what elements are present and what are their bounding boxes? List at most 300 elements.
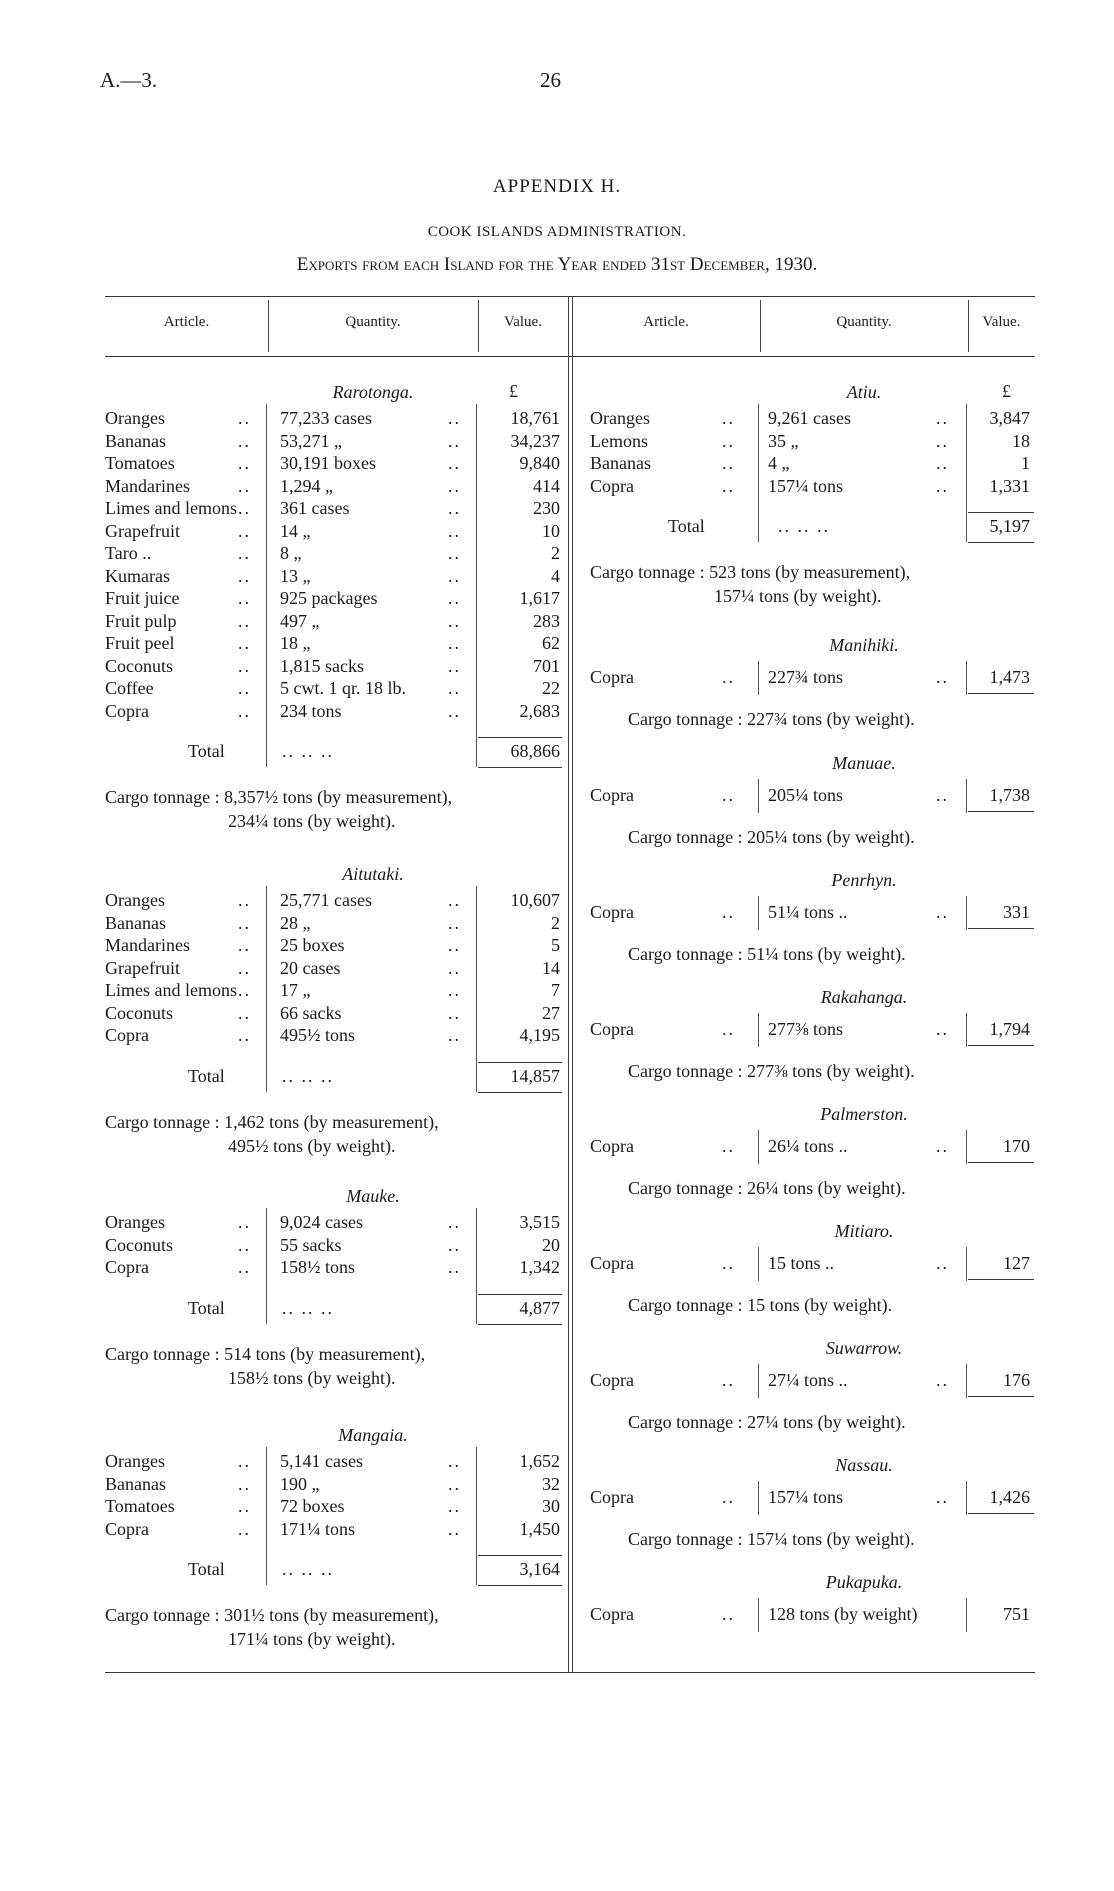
leader-dots: ..: [238, 543, 251, 563]
quantity-cell: 925 packages: [280, 588, 378, 608]
leader-dots: ..: [238, 1257, 251, 1277]
leader-dots: .. .. ..: [778, 516, 830, 536]
island-name: Rakahanga.: [820, 987, 908, 1007]
leader-dots: ..: [722, 902, 735, 922]
quantity-cell: 17 „: [280, 980, 311, 1000]
leader-dots: ..: [238, 633, 251, 653]
quantity-cell: 55 sacks: [280, 1234, 342, 1255]
leader-dots: ..: [448, 633, 461, 653]
value-cell: 32: [542, 1473, 560, 1494]
quantity-rule: [266, 1447, 267, 1585]
value-cell: 27: [542, 1002, 560, 1023]
leader-dots: ..: [936, 453, 949, 473]
quantity-cell: 128 tons (by weight): [768, 1604, 918, 1624]
cargo-tonnage: Cargo tonnage : 205¼ tons (by weight).: [628, 827, 915, 847]
quantity-cell: 495½ tons: [280, 1025, 356, 1045]
leader-dots: ..: [448, 408, 461, 428]
article-cell: Coconuts: [105, 1002, 174, 1023]
quantity-cell: 20 cases: [280, 957, 341, 978]
article-cell: Tomatoes: [105, 453, 175, 473]
article-cell: Limes and lemons: [105, 980, 237, 1000]
leader-dots: ..: [238, 980, 251, 1000]
value-rule: [476, 1208, 477, 1324]
total-rule-top: [478, 737, 562, 738]
cargo-tonnage: Cargo tonnage : 51¼ tons (by weight).: [628, 944, 906, 964]
value-cell: 1,426: [989, 1487, 1030, 1507]
leader-dots: ..: [722, 667, 735, 687]
value-cell: 2: [551, 543, 560, 563]
article-cell: Copra: [105, 1518, 149, 1539]
total-rule-top: [968, 512, 1034, 513]
quantity-cell: 1,815 sacks: [280, 655, 364, 676]
page-number: 26: [540, 68, 561, 92]
island-name: Mitiaro.: [834, 1221, 894, 1241]
leader-dots: ..: [238, 678, 251, 698]
leader-dots: ..: [448, 935, 461, 955]
value-underline: [968, 811, 1034, 812]
value-cell: 4,195: [519, 1025, 560, 1045]
leader-dots: .. .. ..: [282, 1559, 334, 1579]
total-label: Total: [188, 741, 225, 761]
quantity-cell: 190 „: [280, 1473, 320, 1494]
value-underline: [968, 1513, 1034, 1514]
value-rule: [966, 896, 967, 930]
column-header-article-right: Article.: [643, 314, 689, 330]
quantity-cell: 361 cases: [280, 498, 350, 518]
quantity-cell: 77,233 cases: [280, 408, 372, 428]
quantity-cell: 51¼ tons ..: [768, 902, 848, 922]
cargo-tonnage: Cargo tonnage : 301½ tons (by measurement),: [105, 1605, 439, 1625]
leader-dots: ..: [722, 1487, 735, 1507]
leader-dots: ..: [936, 667, 949, 687]
value-cell: 751: [1003, 1604, 1030, 1624]
quantity-cell: 28 „: [280, 912, 311, 933]
leader-dots: ..: [238, 453, 251, 473]
value-cell: 331: [1003, 902, 1030, 922]
article-cell: Bananas: [105, 912, 166, 933]
value-cell: 127: [1003, 1253, 1030, 1273]
quantity-rule: [266, 404, 267, 767]
leader-dots: ..: [448, 1212, 461, 1232]
value-cell: 3,515: [519, 1212, 560, 1232]
leader-dots: ..: [722, 453, 735, 473]
table-top-rule: [105, 296, 1035, 297]
value-rule: [966, 1247, 967, 1281]
column-header-article-left: Article.: [163, 314, 210, 330]
quantity-rule: [758, 1598, 759, 1632]
article-cell: Copra: [590, 1019, 634, 1039]
island-name: Rarotonga.: [332, 382, 414, 402]
value-cell: 1,450: [519, 1518, 560, 1539]
article-cell: Oranges: [105, 890, 165, 910]
quantity-cell: 25 boxes: [280, 935, 345, 955]
quantity-cell: 227¾ tons: [768, 667, 844, 687]
leader-dots: ..: [238, 1234, 251, 1255]
leader-dots: ..: [722, 1604, 735, 1624]
leader-dots: ..: [448, 980, 461, 1000]
article-cell: Copra: [590, 1253, 634, 1273]
total-rule-bottom: [478, 767, 562, 768]
article-cell: Bananas: [105, 1473, 166, 1494]
value-cell: 10,607: [510, 890, 560, 910]
leader-dots: ..: [448, 678, 461, 698]
cargo-tonnage: Cargo tonnage : 1,462 tons (by measurement),: [105, 1111, 439, 1132]
island-name: Pukapuka.: [825, 1572, 903, 1592]
leader-dots: ..: [238, 1002, 251, 1023]
leader-dots: ..: [448, 1496, 461, 1516]
value-rule: [966, 661, 967, 695]
article-cell: Copra: [590, 475, 634, 496]
column-header-value-right: Value.: [982, 314, 1021, 330]
leader-dots: ..: [448, 430, 461, 451]
value-cell: 1,652: [519, 1451, 560, 1471]
leader-dots: ..: [448, 453, 461, 473]
quantity-cell: 15 tons ..: [768, 1253, 835, 1273]
quantity-rule: [758, 1247, 759, 1281]
quantity-cell: 9,261 cases: [768, 408, 851, 428]
leader-dots: ..: [238, 565, 251, 586]
quantity-cell: 497 „: [280, 610, 320, 631]
cargo-tonnage: Cargo tonnage : 277⅜ tons (by weight).: [628, 1061, 915, 1081]
value-underline: [968, 1396, 1034, 1397]
leader-dots: ..: [238, 655, 251, 676]
leader-dots: ..: [936, 902, 949, 922]
table-subtitle: Exports from each Island for the Year ended 31st December, 1930.: [296, 254, 818, 275]
administration-title: COOK ISLANDS ADMINISTRATION.: [427, 224, 687, 240]
leader-dots: ..: [448, 498, 461, 518]
island-name: Manuae.: [832, 753, 896, 773]
article-cell: Fruit peel: [105, 633, 175, 653]
leader-dots: ..: [448, 912, 461, 933]
value-underline: [968, 1279, 1034, 1280]
leader-dots: ..: [722, 430, 735, 451]
quantity-cell: 157¼ tons: [768, 475, 844, 496]
value-rule: [966, 1013, 967, 1047]
leader-dots: ..: [448, 1473, 461, 1494]
quantity-cell: 66 sacks: [280, 1002, 342, 1023]
island-name: Mangaia.: [338, 1425, 408, 1445]
value-cell: 1,342: [519, 1257, 560, 1277]
article-cell: Copra: [590, 1604, 634, 1624]
report-reference: A.—3.: [100, 68, 158, 92]
leader-dots: ..: [448, 957, 461, 978]
quantity-cell: 18 „: [280, 633, 311, 653]
value-cell: 9,840: [519, 453, 560, 473]
article-cell: Kumaras: [105, 565, 170, 586]
value-cell: 1,473: [989, 667, 1030, 687]
article-cell: Mandarines: [105, 475, 190, 496]
article-cell: Copra: [590, 667, 634, 687]
island-name: Mauke.: [346, 1186, 400, 1206]
quantity-cell: 30,191 boxes: [280, 453, 376, 473]
leader-dots: ..: [238, 520, 251, 541]
leader-dots: ..: [238, 498, 251, 518]
value-cell: 3,847: [989, 408, 1030, 428]
value-cell: 10: [542, 520, 560, 541]
value-cell: 1,331: [989, 475, 1030, 496]
table-bottom-rule: [105, 1672, 1035, 1673]
island-name: Suwarrow.: [825, 1338, 903, 1358]
total-label: Total: [188, 1297, 225, 1318]
value-underline: [968, 928, 1034, 929]
article-cell: Copra: [105, 1025, 149, 1045]
article-cell: Copra: [105, 1257, 149, 1277]
cargo-tonnage: 158½ tons (by weight).: [228, 1367, 396, 1388]
cargo-tonnage: Cargo tonnage : 27¼ tons (by weight).: [628, 1412, 906, 1432]
value-cell: 7: [551, 980, 560, 1000]
leader-dots: ..: [238, 1451, 251, 1471]
cargo-tonnage: 495½ tons (by weight).: [228, 1135, 396, 1156]
island-name: Penrhyn.: [831, 870, 897, 890]
article-cell: Lemons: [590, 430, 648, 451]
total-rule-bottom: [478, 1585, 562, 1586]
quantity-rule: [758, 779, 759, 813]
quantity-cell: 25,771 cases: [280, 890, 372, 910]
leader-dots: .. .. ..: [282, 1297, 334, 1318]
quantity-cell: 5 cwt. 1 qr. 18 lb.: [280, 678, 406, 698]
value-cell: 4: [551, 565, 560, 586]
island-name: Palmerston.: [820, 1104, 908, 1124]
value-rule: [966, 1481, 967, 1515]
total-value: 5,197: [989, 516, 1030, 536]
leader-dots: ..: [936, 408, 949, 428]
column-divider-double-b: [572, 296, 573, 1672]
value-cell: 14: [542, 957, 560, 978]
value-underline: [968, 693, 1034, 694]
quantity-rule: [758, 1481, 759, 1515]
value-cell: 5: [551, 935, 560, 955]
article-cell: Copra: [590, 902, 634, 922]
total-rule-bottom: [478, 1092, 562, 1093]
total-value: 4,877: [519, 1297, 560, 1318]
article-cell: Coconuts: [105, 1234, 174, 1255]
value-rule: [476, 404, 477, 767]
article-cell: Copra: [590, 1487, 634, 1507]
table-header-rule: [105, 356, 1035, 357]
leader-dots: ..: [936, 1136, 949, 1156]
leader-dots: ..: [448, 588, 461, 608]
quantity-cell: 13 „: [280, 565, 311, 586]
article-cell: Tomatoes: [105, 1496, 175, 1516]
column-header-value-left: Value.: [504, 314, 542, 330]
leader-dots: ..: [936, 1487, 949, 1507]
column-divider-double-a: [568, 296, 569, 1672]
leader-dots: ..: [448, 1257, 461, 1277]
leader-dots: ..: [722, 408, 735, 428]
value-rule: [966, 404, 967, 542]
quantity-cell: 4 „: [768, 453, 790, 473]
value-cell: 1,617: [519, 588, 560, 608]
value-cell: 170: [1003, 1136, 1030, 1156]
leader-dots: ..: [238, 610, 251, 631]
article-cell: Taro ..: [105, 543, 152, 563]
leader-dots: ..: [936, 1019, 949, 1039]
value-cell: 701: [533, 655, 560, 676]
total-value: 68,866: [510, 741, 560, 761]
cargo-tonnage: Cargo tonnage : 157¼ tons (by weight).: [628, 1529, 915, 1549]
quantity-cell: 1,294 „: [280, 475, 333, 496]
leader-dots: ..: [448, 700, 461, 721]
leader-dots: ..: [722, 1136, 735, 1156]
value-cell: 34,237: [510, 430, 560, 451]
leader-dots: ..: [722, 1019, 735, 1039]
total-rule-bottom: [478, 1324, 562, 1325]
article-cell: Oranges: [105, 1212, 165, 1232]
cargo-tonnage: 171¼ tons (by weight).: [228, 1629, 396, 1649]
leader-dots: ..: [238, 935, 251, 955]
total-value: 14,857: [510, 1065, 560, 1086]
article-cell: Bananas: [590, 453, 651, 473]
quantity-rule: [758, 1130, 759, 1164]
value-rule: [966, 1130, 967, 1164]
leader-dots: ..: [936, 430, 949, 451]
leader-dots: ..: [448, 655, 461, 676]
article-cell: Oranges: [105, 408, 165, 428]
value-cell: 30: [542, 1496, 560, 1516]
leader-dots: ..: [448, 1025, 461, 1045]
leader-dots: ..: [448, 890, 461, 910]
value-rule: [966, 779, 967, 813]
quantity-rule: [758, 404, 759, 542]
value-underline: [968, 1162, 1034, 1163]
total-value: 3,164: [519, 1559, 560, 1579]
article-cell: Copra: [105, 700, 149, 721]
appendix-title: APPENDIX H.: [492, 176, 622, 197]
cargo-tonnage: Cargo tonnage : 26¼ tons (by weight).: [628, 1178, 906, 1198]
leader-dots: ..: [448, 1234, 461, 1255]
article-cell: Grapefruit: [105, 957, 180, 978]
leader-dots: ..: [238, 1518, 251, 1539]
quantity-cell: 234 tons: [280, 700, 342, 721]
total-label: Total: [188, 1065, 225, 1086]
quantity-cell: 5,141 cases: [280, 1451, 363, 1471]
value-cell: 2,683: [519, 700, 560, 721]
leader-dots: ..: [448, 520, 461, 541]
value-rule: [966, 1598, 967, 1632]
leader-dots: ..: [238, 430, 251, 451]
column-header-quantity-right: Quantity.: [836, 314, 892, 330]
article-cell: Limes and lemons: [105, 498, 237, 518]
article-cell: Fruit pulp: [105, 610, 177, 631]
value-cell: 20: [542, 1234, 560, 1255]
value-cell: 1,738: [989, 785, 1030, 805]
leader-dots: ..: [238, 588, 251, 608]
article-cell: Bananas: [105, 430, 166, 451]
leader-dots: ..: [448, 475, 461, 496]
cargo-tonnage: Cargo tonnage : 523 tons (by measurement),: [590, 562, 911, 582]
article-cell: Copra: [590, 1370, 634, 1390]
quantity-cell: 53,271 „: [280, 430, 342, 451]
leader-dots: ..: [448, 610, 461, 631]
leader-dots: ..: [936, 785, 949, 805]
leader-dots: ..: [238, 957, 251, 978]
quantity-cell: 35 „: [768, 430, 799, 451]
value-rule: [476, 886, 477, 1092]
leader-dots: ..: [238, 700, 251, 721]
quantity-rule: [758, 1013, 759, 1047]
quantity-cell: 9,024 cases: [280, 1212, 363, 1232]
value-cell: 18,761: [510, 408, 560, 428]
leader-dots: ..: [238, 1212, 251, 1232]
quantity-cell: 157¼ tons: [768, 1487, 844, 1507]
article-cell: Mandarines: [105, 935, 190, 955]
value-cell: 22: [542, 678, 560, 698]
leader-dots: ..: [238, 890, 251, 910]
leader-dots: ..: [238, 408, 251, 428]
cargo-tonnage: Cargo tonnage : 227¾ tons (by weight).: [628, 709, 915, 729]
quantity-rule: [758, 1364, 759, 1398]
leader-dots: ..: [238, 1496, 251, 1516]
value-cell: 18: [1012, 430, 1030, 451]
value-cell: 283: [533, 610, 560, 631]
value-cell: 1: [1021, 453, 1030, 473]
leader-dots: ..: [448, 1451, 461, 1471]
leader-dots: .. .. ..: [282, 741, 334, 761]
article-cell: Coconuts: [105, 655, 174, 676]
value-cell: 176: [1003, 1370, 1030, 1390]
value-cell: 414: [533, 475, 560, 496]
cargo-tonnage: Cargo tonnage : 15 tons (by weight).: [628, 1295, 893, 1315]
leader-dots: ..: [936, 475, 949, 496]
column-header-quantity-left: Quantity.: [345, 314, 401, 330]
island-name: Manihiki.: [829, 635, 899, 655]
leader-dots: ..: [448, 565, 461, 586]
quantity-rule: [266, 1208, 267, 1324]
article-cell: Grapefruit: [105, 520, 180, 541]
total-rule-top: [478, 1294, 562, 1295]
cargo-tonnage: Cargo tonnage : 8,357½ tons (by measurement),: [105, 787, 453, 807]
article-cell: Copra: [590, 785, 634, 805]
value-underline: [968, 1045, 1034, 1046]
total-label: Total: [188, 1559, 225, 1579]
leader-dots: ..: [936, 1370, 949, 1390]
quantity-rule: [266, 886, 267, 1092]
value-rule: [966, 1364, 967, 1398]
quantity-rule: [758, 896, 759, 930]
currency-symbol-right: £: [1002, 381, 1011, 401]
article-cell: Fruit juice: [105, 588, 180, 608]
leader-dots: ..: [238, 1025, 251, 1045]
article-cell: Copra: [590, 1136, 634, 1156]
quantity-cell: 26¼ tons ..: [768, 1136, 848, 1156]
value-rule: [476, 1447, 477, 1585]
currency-symbol-left: £: [509, 381, 518, 401]
leader-dots: ..: [722, 785, 735, 805]
leader-dots: ..: [722, 1253, 735, 1273]
cargo-tonnage: 234¼ tons (by weight).: [228, 811, 396, 831]
value-cell: 230: [533, 498, 560, 518]
article-cell: Coffee: [105, 678, 154, 698]
leader-dots: ..: [238, 475, 251, 496]
article-cell: Oranges: [590, 408, 650, 428]
island-name: Aitutaki.: [342, 864, 404, 884]
total-label: Total: [668, 516, 705, 536]
quantity-cell: 158½ tons: [280, 1257, 356, 1277]
total-rule-bottom: [968, 542, 1034, 543]
value-cell: 1,794: [989, 1019, 1030, 1039]
quantity-cell: 27¼ tons ..: [768, 1370, 848, 1390]
leader-dots: ..: [722, 475, 735, 496]
total-rule-top: [478, 1555, 562, 1556]
leader-dots: ..: [238, 912, 251, 933]
value-cell: 62: [542, 633, 560, 653]
quantity-cell: 8 „: [280, 543, 302, 563]
leader-dots: .. .. ..: [282, 1065, 334, 1086]
quantity-cell: 72 boxes: [280, 1496, 345, 1516]
quantity-cell: 205¼ tons: [768, 785, 844, 805]
cargo-tonnage: Cargo tonnage : 514 tons (by measurement),: [105, 1343, 426, 1364]
leader-dots: ..: [448, 1002, 461, 1023]
